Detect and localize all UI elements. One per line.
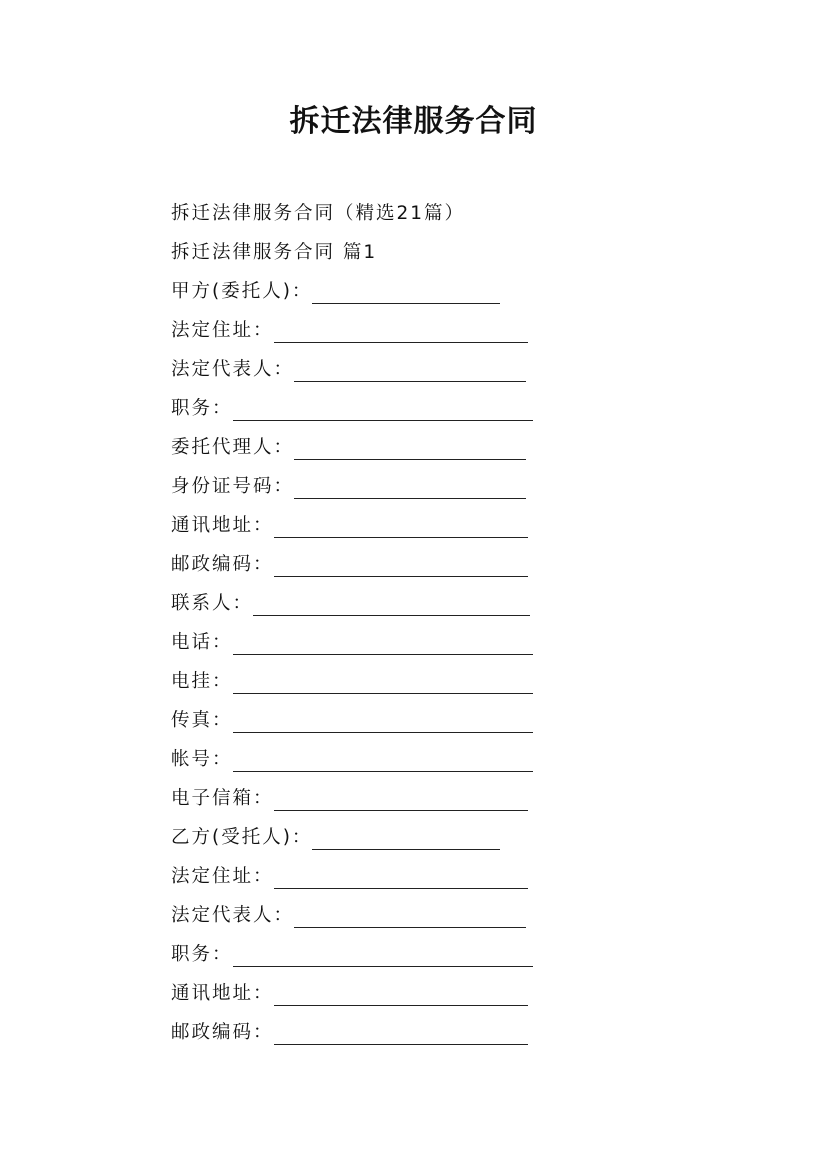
- fill-in-blank[interactable]: [233, 938, 533, 967]
- party-b-field: [171, 1012, 551, 1051]
- field-label: 法定代表人：: [171, 359, 295, 380]
- field-label: 电话：: [171, 632, 233, 653]
- fill-in-blank[interactable]: [274, 860, 528, 889]
- field-label: 法定住址：: [171, 866, 274, 887]
- fill-in-blank[interactable]: [274, 782, 528, 811]
- party-a-line: [171, 271, 551, 310]
- fill-in-blank[interactable]: [274, 509, 528, 538]
- fill-in-blank[interactable]: [233, 626, 533, 655]
- party-a-field: [171, 739, 551, 778]
- field-label: 帐号：: [171, 749, 233, 770]
- party-b-field: [171, 934, 551, 973]
- party-b-label: 乙方(受托人)：: [171, 827, 313, 848]
- section-heading: 拆迁法律服务合同 篇1: [171, 242, 378, 263]
- party-a-label: 甲方(委托人)：: [171, 281, 313, 302]
- party-b-field: [171, 856, 551, 895]
- party-a-field: [171, 505, 551, 544]
- field-label: 联系人：: [171, 593, 254, 614]
- party-a-field: [171, 622, 551, 661]
- fill-in-blank[interactable]: [233, 743, 533, 772]
- fill-in-blank[interactable]: [233, 704, 533, 733]
- fill-in-blank[interactable]: [233, 392, 533, 421]
- fill-in-blank[interactable]: [294, 470, 526, 499]
- party-a-field: [171, 544, 551, 583]
- fill-in-blank[interactable]: [233, 665, 533, 694]
- fill-in-blank[interactable]: [294, 431, 526, 460]
- fill-in-blank[interactable]: [253, 587, 530, 616]
- party-b-line: [171, 817, 551, 856]
- field-label: 委托代理人：: [171, 437, 295, 458]
- fill-in-blank[interactable]: [294, 353, 526, 382]
- document-body: [171, 193, 551, 1051]
- party-b-field: [171, 973, 551, 1012]
- party-a-field: [171, 700, 551, 739]
- field-label: 邮政编码：: [171, 1022, 274, 1043]
- party-a-field: [171, 778, 551, 817]
- field-label: 法定代表人：: [171, 905, 295, 926]
- party-a-field: [171, 661, 551, 700]
- field-label: 电子信箱：: [171, 788, 274, 809]
- party-a-field: [171, 466, 551, 505]
- fill-in-blank[interactable]: [294, 899, 526, 928]
- field-label: 邮政编码：: [171, 554, 274, 575]
- party-a-field: [171, 427, 551, 466]
- party-a-field: [171, 310, 551, 349]
- field-label: 通讯地址：: [171, 515, 274, 536]
- party-b-field: [171, 895, 551, 934]
- fill-in-blank[interactable]: [274, 977, 528, 1006]
- document-subtitle: 拆迁法律服务合同（精选21篇）: [171, 203, 466, 224]
- field-label: 职务：: [171, 398, 233, 419]
- fill-in-blank[interactable]: [274, 1016, 528, 1045]
- party-a-field: [171, 388, 551, 427]
- field-label: 传真：: [171, 710, 233, 731]
- field-label: 通讯地址：: [171, 983, 274, 1004]
- party-a-blank[interactable]: [312, 275, 500, 304]
- field-label: 身份证号码：: [171, 476, 295, 497]
- fill-in-blank[interactable]: [274, 314, 528, 343]
- field-label: 职务：: [171, 944, 233, 965]
- party-a-field: [171, 583, 551, 622]
- party-a-field: [171, 349, 551, 388]
- document-title: 拆迁法律服务合同: [289, 104, 538, 139]
- party-b-blank[interactable]: [312, 821, 500, 850]
- fill-in-blank[interactable]: [274, 548, 528, 577]
- field-label: 法定住址：: [171, 320, 274, 341]
- field-label: 电挂：: [171, 671, 233, 692]
